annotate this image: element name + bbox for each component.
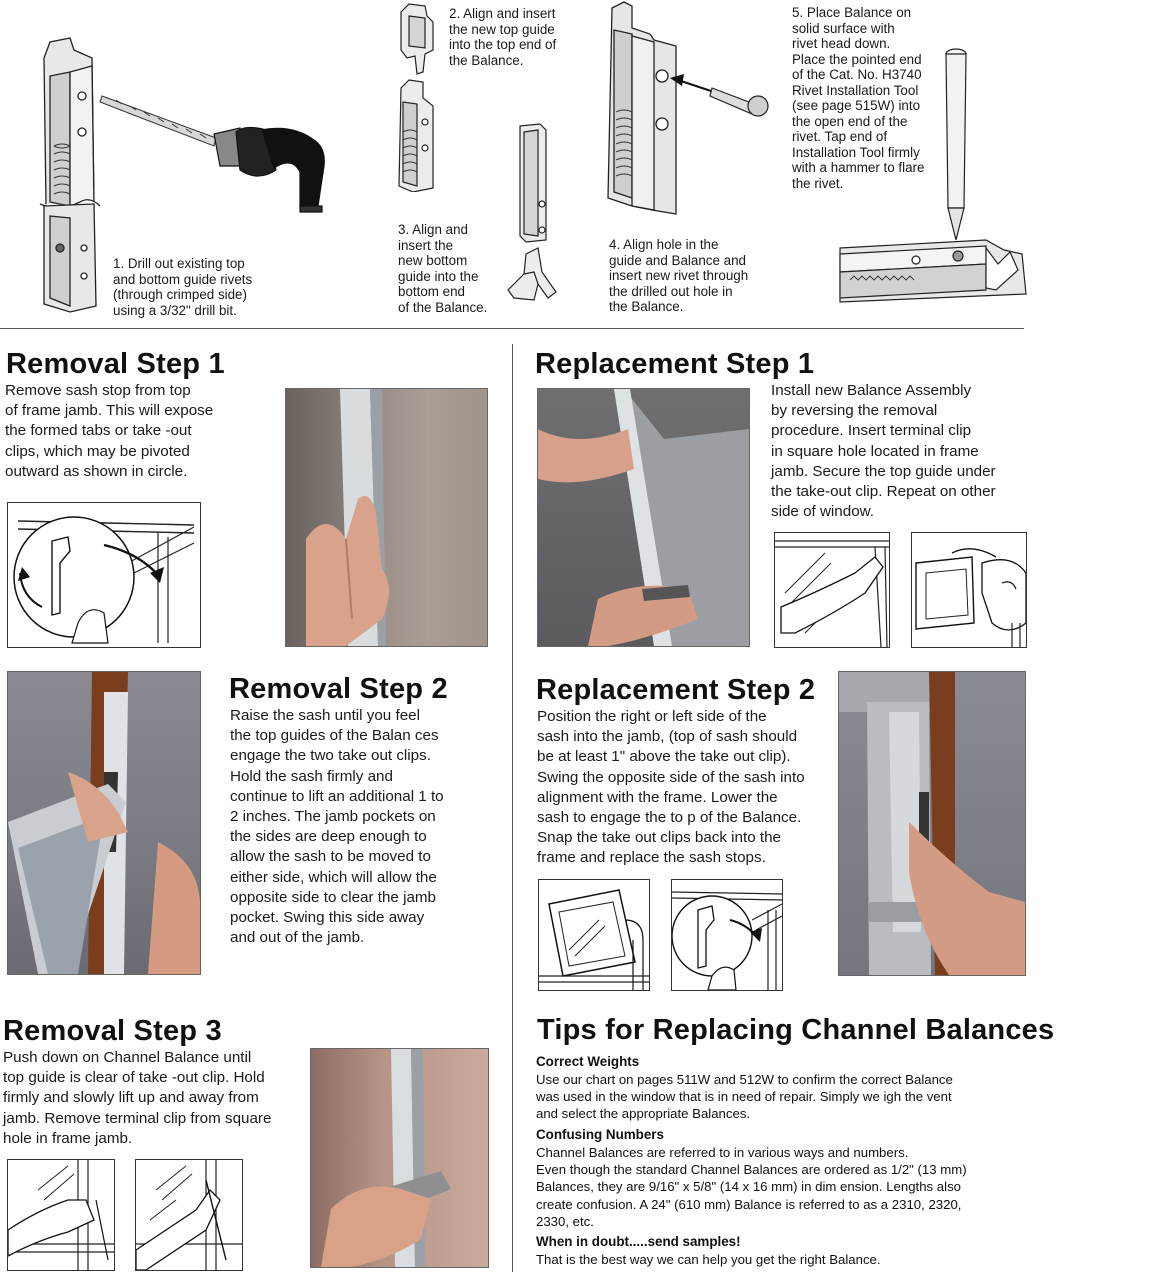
removal-step-2-text: Raise the sash until you feel the top guides of the Balan ces engage the two take out clips. Hold the sash firmly and continue to lift an additional 1 to 2 inches. The jamb pockets on the sides are deep enough to allow the sash to be moved to either side, which will allow the opposite side to clear the jamb pocket. Swing this side away and out of the jamb.	[230, 707, 444, 947]
top-step-4-caption: 4. Align hole in the guide and Balance and insert new rivet through the drilled out hole in the Balance.	[609, 237, 749, 314]
removal-step-2-photo	[7, 671, 201, 975]
removal-step-1-title: Removal Step 1	[6, 348, 225, 380]
tips-doubt-text: That is the best way we can help you get the right Balance.	[536, 1252, 881, 1267]
removal-step-3-title: Removal Step 3	[3, 1015, 222, 1047]
top-step-3-caption: 3. Align and insert the new bottom guide into the bottom end of the Balance.	[398, 222, 488, 315]
removal-step-3-sketch-b	[135, 1159, 243, 1271]
replacement-step-1-text: Install new Balance Assembly by reversing the removal procedure. Insert terminal clip in square hole located in frame jamb. Secure the top guide under the take-out clip. Repeat on other side of window.	[771, 382, 996, 521]
top-guide-illustration	[393, 2, 445, 192]
tips-correct-weights-text: Use our chart on pages 511W and 512W to confirm the correct Balance was used in the window that is in need of repair. Simply we igh the vent and select the appropriate Balances.	[536, 1072, 953, 1122]
rivet-installation-tool-illustration	[836, 44, 1028, 306]
replacement-step-1-sketch-a	[774, 532, 890, 648]
balance-rivet-illustration	[602, 0, 774, 216]
removal-step-3-sketch-a	[7, 1159, 115, 1271]
top-step-2-caption: 2. Align and insert the new top guide into the top end of the Balance.	[449, 6, 557, 68]
replacement-step-2-text: Position the right or left side of the sash into the jamb, (top of sash should be at least 1" above the take out clip). Swing the opposite side of the sash into alignment with the frame. Lower the sash to engage the to p of the Balance. Snap the take out clips back into the frame and replace the sash stops.	[537, 708, 805, 867]
replacement-step-1-sketch-b	[911, 532, 1027, 648]
removal-step-1-sketch	[7, 502, 201, 648]
tips-confusing-numbers-text: Channel Balances are referred to in various ways and numbers. Even though the standard Channel Balances are ordered as 1/2" (13 mm) Balances, they are 9/16" x 5/8" (14 x 16 mm) in dim ension. Lengths also create confusion. A 24" (610 mm) Balance is referred to as a 2310, 2320, 2330, etc.	[536, 1145, 967, 1229]
top-step-5-caption: 5. Place Balance on solid surface with rivet head down. Place the pointed end of the Cat. No. H3740 Rivet Installation Tool (see page 515W) into the open end of the rivet. Tap end of Installation Tool firmly with a hammer to flare the rivet.	[792, 5, 925, 191]
replacement-step-1-photo	[537, 388, 750, 647]
tips-title: Tips for Replacing Channel Balances	[537, 1014, 1055, 1046]
replacement-step-2-title: Replacement Step 2	[536, 674, 816, 706]
removal-step-3-photo	[310, 1048, 489, 1268]
column-divider	[512, 344, 513, 1272]
top-divider	[0, 328, 1024, 329]
replacement-step-1-title: Replacement Step 1	[535, 348, 815, 380]
removal-step-2-title: Removal Step 2	[229, 673, 448, 705]
removal-step-3-text: Push down on Channel Balance until top guide is clear of take -out clip. Hold firmly and slowly lift up and away from jamb. Remove terminal clip from square hole in frame jamb.	[3, 1049, 272, 1147]
tips-doubt-heading: When in doubt.....send samples!	[536, 1234, 741, 1249]
removal-step-1-text: Remove sash stop from top of frame jamb. This will expose the formed tabs or take -out clips, which may be pivoted outward as shown in circle.	[5, 382, 214, 480]
bottom-guide-illustration	[504, 122, 564, 308]
replacement-step-2-photo	[838, 671, 1026, 976]
tips-correct-weights-heading: Correct Weights	[536, 1054, 640, 1069]
replacement-step-2-sketch-a	[538, 879, 650, 991]
top-step-1-caption: 1. Drill out existing top and bottom guide rivets (through crimped side) using a 3/32" drill bit.	[113, 256, 253, 318]
removal-step-1-photo	[285, 388, 488, 647]
tips-confusing-numbers-heading: Confusing Numbers	[536, 1127, 664, 1142]
replacement-step-2-sketch-b	[671, 879, 783, 991]
